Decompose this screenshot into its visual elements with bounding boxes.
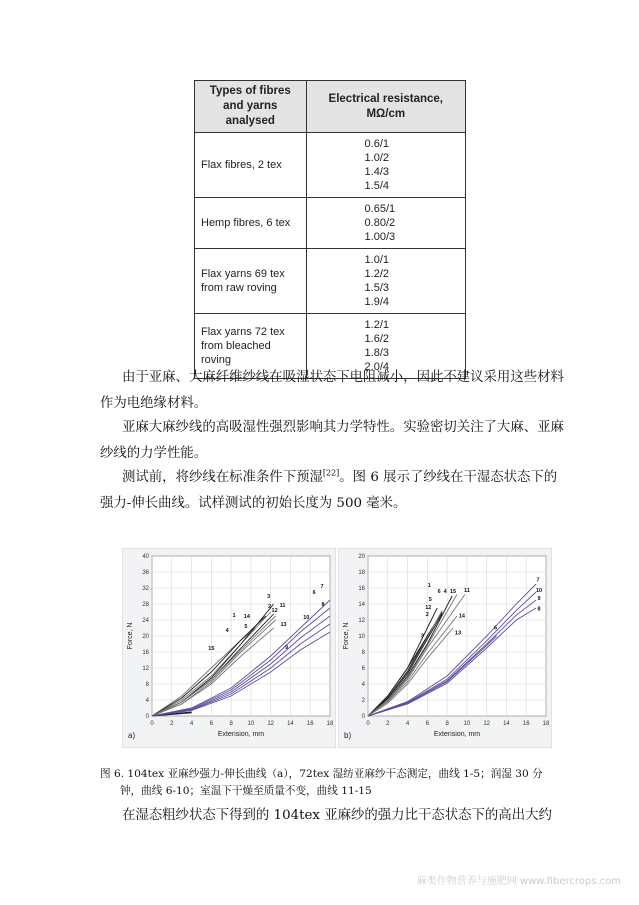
table-type-line: Flax yarns 69 tex [201, 268, 285, 280]
table-value: 2.0/4 [364, 361, 390, 373]
curve-label: 9 [284, 644, 289, 651]
table-value: 0.6/1 [364, 138, 390, 150]
paragraph-text: 。图 6 展示了纱线在干湿态状态下的 [339, 470, 558, 485]
paragraph-2 [100, 415, 564, 467]
table-value: 1.5/3 [364, 282, 390, 294]
table-value: 1.4/3 [364, 166, 390, 178]
x-tick-label: 12 [267, 721, 275, 727]
table-cell-type: Flax fibres, 2 tex [195, 133, 307, 198]
x-tick-label: 0 [366, 721, 370, 727]
y-tick-label: 4 [145, 698, 149, 704]
curve-label: 4 [443, 588, 447, 595]
x-tick-label: 12 [483, 721, 491, 727]
y-tick-label: 20 [358, 554, 365, 560]
y-tick-label: 18 [358, 570, 365, 576]
citation-ref: [22] [322, 468, 340, 478]
table-cell-values [306, 198, 465, 249]
x-tick-label: 8 [445, 721, 449, 727]
y-tick-label: 20 [142, 634, 149, 640]
curve-label: 5 [244, 624, 248, 630]
curve-label: 12 [271, 608, 278, 614]
curve-label: 2 [425, 612, 429, 618]
y-tick-label: 8 [361, 650, 365, 656]
table-value: 1.2/1 [364, 319, 390, 331]
chart-panel-a [122, 548, 336, 748]
paragraph-line: 强力-伸长曲线。试样测试的初始长度为 500 毫米。 [100, 496, 407, 511]
curve-label: 12 [425, 604, 432, 611]
y-tick-label: 0 [145, 714, 149, 720]
curve-label: 11 [279, 602, 286, 609]
table-cell-values [306, 249, 465, 314]
table-type-line: Flax yarns 72 tex [201, 326, 285, 338]
x-tick-label: 2 [386, 721, 390, 727]
curve-label: 13 [280, 622, 287, 628]
curve-label: 3 [420, 633, 424, 640]
curve-label: 1 [427, 583, 431, 590]
table-value: 1.0/1 [364, 254, 390, 266]
curve-label: 1 [232, 612, 236, 619]
table-header-resistance: Electrical resistance, MΩ/cm [306, 81, 465, 133]
y-tick-label: 12 [142, 666, 149, 672]
table-cell-values [306, 133, 465, 198]
paragraph-line: 由于亚麻、大麻纤维纱线在吸湿状态下电阻减小，因此不建议采用这些材料 [122, 370, 564, 385]
table-cell-type: Hemp fibres, 6 tex [195, 198, 307, 249]
y-axis-label: Force, N [127, 622, 134, 650]
curve-label: 2 [268, 604, 272, 610]
table-value: 0.80/2 [364, 217, 396, 229]
y-tick-label: 6 [361, 666, 365, 672]
x-axis-label: Extension, mm [433, 731, 481, 738]
curve-label: 10 [303, 615, 310, 622]
y-tick-label: 24 [142, 618, 149, 624]
chart-a-svg [122, 548, 336, 748]
figure-6 [122, 548, 550, 748]
y-tick-label: 16 [142, 650, 149, 656]
x-tick-label: 4 [189, 721, 194, 727]
y-tick-label: 10 [358, 634, 365, 640]
table-value: 0.65/1 [364, 203, 396, 215]
curve-label: 4 [225, 628, 229, 634]
table-value: 1.9/4 [364, 296, 390, 308]
curve-label: 6 [312, 590, 316, 596]
table-row [195, 198, 466, 249]
y-tick-label: 8 [145, 682, 149, 688]
curve-label: 10 [536, 588, 543, 594]
y-tick-label: 14 [358, 602, 365, 608]
x-tick-label: 18 [542, 721, 550, 727]
y-tick-label: 12 [358, 618, 365, 624]
paragraph-4: 在湿态粗纱状态下得到的 104tex 亚麻纱的强力比干态状态下的高出大约 [122, 808, 552, 823]
paragraph-line: 作为电绝缘材料。 [100, 396, 208, 411]
x-tick-label: 6 [425, 721, 430, 727]
curve-label: 9 [537, 596, 541, 602]
curve-label: 15 [449, 588, 457, 595]
curve-label: 3 [267, 594, 271, 600]
paragraph-line [122, 465, 558, 491]
panel-label: a) [128, 731, 136, 740]
table-header-types: Types of fibres and yarns analysed [195, 81, 307, 133]
table-value: 1.0/2 [364, 152, 390, 164]
curve-label: 6 [494, 625, 498, 632]
x-tick-label: 16 [522, 721, 530, 727]
table-value: 1.5/4 [364, 180, 390, 192]
y-tick-label: 32 [142, 586, 149, 592]
panel-label: b) [344, 731, 352, 740]
x-tick-label: 8 [229, 721, 233, 727]
curve-label: 14 [243, 614, 250, 620]
y-tick-label: 2 [361, 698, 365, 704]
curve-label: 5 [428, 596, 432, 603]
x-tick-label: 6 [209, 721, 214, 727]
chart-b-svg [338, 548, 552, 748]
curve-label: 11 [463, 588, 470, 594]
table-cell-type [195, 249, 307, 314]
table-type-line: from raw roving [201, 282, 277, 294]
y-tick-label: 4 [361, 682, 365, 688]
y-tick-label: 40 [142, 554, 149, 560]
x-tick-label: 0 [150, 721, 154, 727]
paragraph-line: 亚麻大麻纱线的高吸湿性强烈影响其力学特性。实验密切关注了大麻、亚麻 [122, 420, 564, 435]
table-value: 1.6/2 [364, 333, 390, 345]
paragraph-text: 测试前，将纱线在标准条件下预湿 [122, 470, 323, 485]
table-header-row [195, 81, 466, 133]
y-tick-label: 16 [358, 586, 365, 592]
watermark: 麻类作物营养与施肥网 www.fibercrops.com [416, 876, 621, 887]
paragraph-1 [100, 365, 564, 417]
chart-panel-b [338, 548, 552, 748]
curve-label: 13 [454, 630, 462, 637]
x-tick-label: 2 [170, 721, 174, 727]
table-value: 1.8/3 [364, 347, 390, 359]
figure-caption [100, 766, 570, 800]
x-axis-label: Extension, mm [217, 731, 265, 738]
y-tick-label: 28 [142, 602, 149, 608]
x-tick-label: 10 [247, 721, 255, 727]
caption-line: 图 6. 104tex 亚麻纱强力-伸长曲线（a），72tex 湿纺亚麻纱干态测定，曲线 1-5；润湿 30 分 [100, 768, 543, 780]
x-tick-label: 10 [463, 721, 471, 727]
resistance-table-wrap [194, 80, 466, 379]
table-row [195, 249, 466, 314]
caption-line: 钟，曲线 6-10；室温下干燥至质量不变，曲线 11-15 [120, 785, 372, 797]
paragraph-3 [100, 465, 558, 517]
curve-label: 14 [458, 613, 466, 620]
y-tick-label: 36 [142, 570, 149, 576]
y-axis-label: Force, N [343, 622, 350, 650]
table-type-line: from bleached roving [201, 340, 271, 366]
x-tick-label: 18 [326, 721, 334, 727]
resistance-table [194, 80, 466, 379]
table-value: 1.2/2 [364, 268, 390, 280]
curve-label: 7 [320, 584, 324, 590]
x-tick-label: 4 [405, 721, 410, 727]
curve-label: 7 [536, 577, 540, 584]
x-tick-label: 14 [287, 721, 294, 727]
curve-label: 6 [437, 588, 441, 595]
table-row [195, 133, 466, 198]
curve-label: 15 [208, 646, 215, 652]
curve-label: 8 [321, 602, 325, 608]
table-value: 1.00/3 [364, 231, 396, 243]
y-tick-label: 0 [361, 714, 365, 720]
x-tick-label: 16 [306, 721, 314, 727]
curve-label: 8 [537, 606, 541, 613]
x-tick-label: 14 [503, 721, 510, 727]
paragraph-line: 纱线的力学性能。 [100, 446, 208, 461]
